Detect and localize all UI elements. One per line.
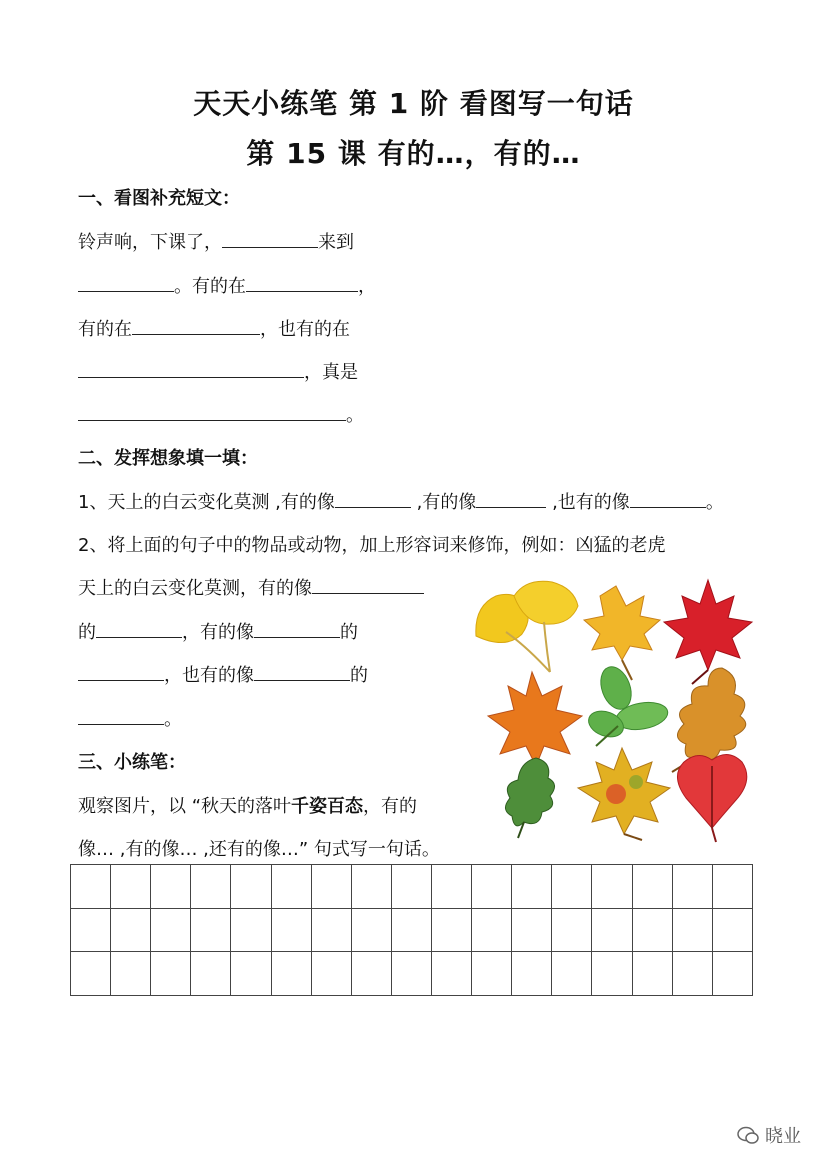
fill-blank[interactable]	[254, 619, 340, 638]
grid-cell[interactable]	[672, 865, 712, 909]
grid-cell[interactable]	[391, 865, 431, 909]
grid-cell[interactable]	[472, 908, 512, 952]
fill-blank[interactable]	[254, 662, 350, 681]
fill-blank[interactable]	[312, 575, 424, 594]
worksheet-title: 天天小练笔 第 1 阶 看图写一句话	[193, 87, 634, 120]
grid-cell[interactable]	[231, 908, 271, 952]
question-2: 2、将上面的句子中的物品或动物，加上形容词来修饰，例如：凶猛的老虎	[78, 535, 666, 556]
mottled-maple-leaf-icon	[578, 748, 670, 840]
section-1-line-1	[78, 228, 354, 254]
grid-cell[interactable]	[391, 908, 431, 952]
section-1-line-3	[78, 315, 350, 341]
small-green-leaf-icon	[505, 758, 554, 838]
grid-cell[interactable]	[552, 865, 592, 909]
fill-blank[interactable]	[78, 706, 164, 725]
grid-cell[interactable]	[311, 865, 351, 909]
text: 。	[705, 492, 724, 513]
text: 。有的在	[174, 276, 246, 297]
section-3-heading: 三、小练笔：	[78, 752, 186, 773]
watermark	[737, 1122, 801, 1148]
grid-cell[interactable]	[191, 908, 231, 952]
section-1-line-5	[78, 401, 364, 427]
heart-leaf-icon	[677, 754, 746, 842]
grid-cell[interactable]	[231, 952, 271, 996]
fill-blank[interactable]	[246, 273, 358, 292]
emphasis-text: 千姿百态	[291, 796, 364, 817]
grid-cell[interactable]	[712, 865, 752, 909]
maple-leaf-icon	[584, 586, 660, 680]
grid-cell[interactable]	[151, 865, 191, 909]
q2-line-2	[78, 618, 358, 644]
grid-cell[interactable]	[351, 952, 391, 996]
grid-cell[interactable]	[111, 865, 151, 909]
section-2-heading: 二、发挥想象填一填：	[78, 448, 258, 469]
fill-blank[interactable]	[96, 619, 182, 638]
grid-cell[interactable]	[231, 865, 271, 909]
grid-cell[interactable]	[712, 908, 752, 952]
fill-blank[interactable]	[78, 662, 164, 681]
exercise-prompt-line-2: 像… ,有的像… ,还有的像…” 句式写一句话。	[78, 839, 440, 860]
writing-grid	[70, 864, 753, 996]
grid-cell[interactable]	[592, 908, 632, 952]
grid-cell[interactable]	[151, 952, 191, 996]
grid-cell[interactable]	[472, 865, 512, 909]
grid-cell[interactable]	[191, 952, 231, 996]
grid-cell[interactable]	[391, 952, 431, 996]
fill-blank[interactable]	[132, 316, 260, 335]
text: 观察图片，以 “秋天的落叶	[78, 796, 292, 817]
q2-line-3	[78, 661, 368, 687]
grid-cell[interactable]	[351, 865, 391, 909]
grid-cell[interactable]	[311, 952, 351, 996]
grid-cell[interactable]	[351, 908, 391, 952]
grid-cell[interactable]	[632, 908, 672, 952]
grid-cell[interactable]	[672, 952, 712, 996]
fill-blank[interactable]	[476, 489, 546, 508]
grid-row	[71, 952, 753, 996]
text: 的	[350, 665, 368, 686]
grid-cell[interactable]	[712, 952, 752, 996]
fill-blank[interactable]	[630, 489, 706, 508]
fill-blank[interactable]	[335, 489, 411, 508]
grid-row	[71, 865, 753, 909]
wechat-icon	[737, 1125, 759, 1145]
text: ，	[358, 276, 376, 297]
text: ，真是	[304, 362, 358, 383]
grid-cell[interactable]	[71, 908, 111, 952]
grid-cell[interactable]	[271, 952, 311, 996]
fill-blank[interactable]	[78, 359, 304, 378]
text: 天上的白云变化莫测，有的像	[78, 578, 312, 599]
grid-cell[interactable]	[552, 952, 592, 996]
grid-cell[interactable]	[111, 952, 151, 996]
grid-cell[interactable]	[512, 952, 552, 996]
text: 。	[346, 405, 364, 426]
text: ,也有的像	[546, 492, 630, 513]
autumn-leaves-illustration	[466, 576, 760, 844]
fill-blank[interactable]	[78, 402, 346, 421]
text: 1、天上的白云变化莫测 ,有的像	[78, 492, 335, 513]
grid-cell[interactable]	[311, 908, 351, 952]
ginkgo-leaf-icon	[476, 581, 578, 672]
grid-cell[interactable]	[592, 865, 632, 909]
grid-cell[interactable]	[71, 952, 111, 996]
grid-row	[71, 908, 753, 952]
watermark-text: 晓业	[765, 1126, 801, 1147]
text: 的	[78, 622, 96, 643]
text: ，有的像	[182, 622, 254, 643]
fill-blank[interactable]	[222, 229, 318, 248]
text: 有的在	[78, 319, 132, 340]
text: ，也有的像	[164, 665, 254, 686]
grid-cell[interactable]	[512, 865, 552, 909]
text: 。	[164, 709, 182, 730]
grid-cell[interactable]	[512, 908, 552, 952]
grid-cell[interactable]	[552, 908, 592, 952]
grid-cell[interactable]	[472, 952, 512, 996]
grid-cell[interactable]	[632, 952, 672, 996]
grid-cell[interactable]	[592, 952, 632, 996]
fill-blank[interactable]	[78, 273, 174, 292]
section-1-heading: 一、看图补充短文：	[78, 188, 240, 209]
grid-cell[interactable]	[632, 865, 672, 909]
text: 铃声响，下课了，	[78, 232, 222, 253]
exercise-prompt-line-1	[78, 792, 417, 818]
grid-cell[interactable]	[111, 908, 151, 952]
red-maple-leaf-icon	[664, 580, 752, 684]
text: 的	[340, 622, 358, 643]
grid-cell[interactable]	[271, 865, 311, 909]
grid-cell[interactable]	[431, 952, 471, 996]
grid-cell[interactable]	[151, 908, 191, 952]
lesson-title: 第 15 课 有的…，有的…	[246, 137, 581, 170]
grid-cell[interactable]	[431, 908, 471, 952]
green-leaf-icon	[585, 663, 670, 746]
grid-cell[interactable]	[191, 865, 231, 909]
question-1	[78, 488, 724, 514]
section-1-line-4	[78, 358, 358, 384]
text: ，有的	[363, 796, 418, 817]
text: ，也有的在	[260, 319, 350, 340]
text: ,有的像	[410, 492, 477, 513]
q2-line-1	[78, 574, 424, 600]
grid-cell[interactable]	[431, 865, 471, 909]
section-1-line-2	[78, 272, 376, 298]
q2-line-4	[78, 705, 182, 731]
text: 来到	[318, 232, 354, 253]
grid-cell[interactable]	[71, 865, 111, 909]
grid-cell[interactable]	[672, 908, 712, 952]
grid-cell[interactable]	[271, 908, 311, 952]
